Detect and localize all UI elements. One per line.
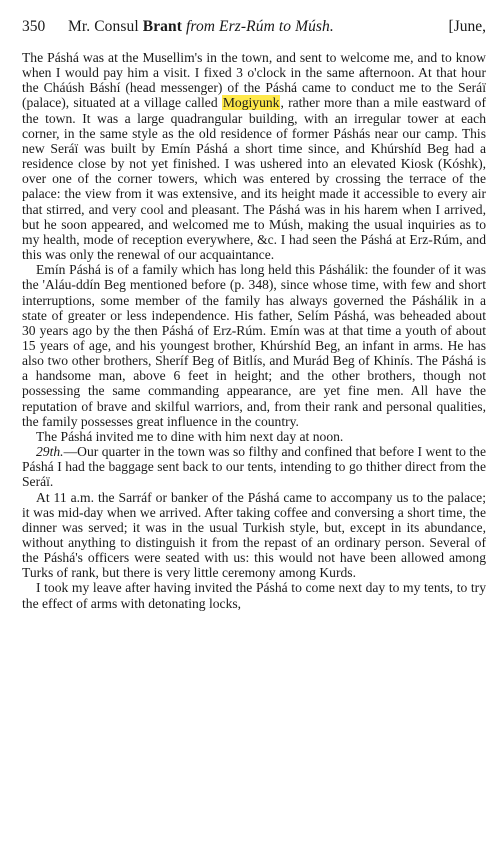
paragraph: At 11 a.m. the Sarráf or banker of the Páshá came to accompany us to the palace; it was mid-day when we arrived. After taking coffee and conversing a short time, the dinner was served; it was in the usual Turkish style, but, except in its abundance, without anything to distinguish it from the repast of an ordinary person. Several of the Páshá's officers were seated with us: this would not have been allowed among Turks of rank, but there is very little ceremony among Kurds. bbox=[22, 489, 486, 581]
header-month: [June, bbox=[448, 18, 486, 35]
paragraph bbox=[22, 444, 486, 489]
title-name: Brant bbox=[142, 18, 182, 35]
body-text bbox=[22, 50, 486, 611]
entry-date: 29th. bbox=[36, 444, 64, 460]
title-route: from Erz-Rúm to Músh. bbox=[182, 18, 334, 35]
paragraph-text: , rather more than a mile eastward of the town. It was a large quadrangular building, with an irregular tower at each corner, in the same style as the old residence of former Páshás near our camp. This new Seráï was built by Emín Páshá a short time since, and Khúrshíd Beg had a residence close by not yet finished. I was ushered into an elevated Kiosk (Kóshk), over one of the corner towers, which was entered by crossing the terrace of the palace: the view from it was extensive, and its height made it accessible to every air that stirred, and very cool and pleasant. The Páshá was in his harem when I arrived, but he soon appeared, and welcomed me to Músh, making the usual inquiries as to my health, mode of reception everywhere, &c. I had seen the Páshá at Erz-Rúm, and this was only the renewal of our acquaintance. bbox=[22, 95, 487, 263]
running-title bbox=[68, 18, 334, 36]
paragraph: The Páshá invited me to dine with him next day at noon. bbox=[36, 428, 344, 444]
paragraph-text: The Páshá was at the Musellim's in the town, and sent to welcome me, and to know when I would pay him a visit. I fixed 3 o'clock in the same afternoon. At that hour the Cháúsh Báshí (head messenger) of the Páshá came to conduct me to the Seráï (palace), situated at a village called bbox=[22, 50, 486, 111]
paragraph-text: —Our quarter in the town was so filthy and confined that before I went to the Páshá I had the baggage sent back to our tents, intending to go thither direct from the Seráï. bbox=[22, 444, 486, 490]
page-number: 350 bbox=[22, 18, 46, 35]
paragraph bbox=[22, 50, 486, 262]
running-header bbox=[22, 6, 486, 35]
paragraph: I took my leave after having invited the Páshá to come next day to my tents, to try the effect of arms with detonating locks, bbox=[22, 580, 486, 611]
title-prefix: Mr. Consul bbox=[68, 18, 143, 35]
highlighted-term[interactable]: Mogiyunk bbox=[222, 95, 280, 111]
paragraph: Emín Páshá is of a family which has long held this Páshálik: the founder of it was the 'Aláu-ddín Beg mentioned before (p. 348), since whose time, with few and short interruptions, some member of the family has always governed the Páshálik in a state of greater or less independence. His father, Selím Páshá, was beheaded about 30 years ago by the then Páshá of Erz-Rúm. Emín was at that time a youth of about 15 years of age, and his youngest brother, Khúrshíd Beg, an infant in arms. He has also two other brothers, Sheríf Beg of Bitlís, and Murád Beg of Khinís. The Páshá is a handsome man, above 6 feet in height; and the other brothers, though not possessing the same commanding appearance, are yet fine men. All have the reputation of brave and skilful warriors, and, from their rank and personal qualities, the family possesses great influence in the country. bbox=[22, 262, 486, 429]
